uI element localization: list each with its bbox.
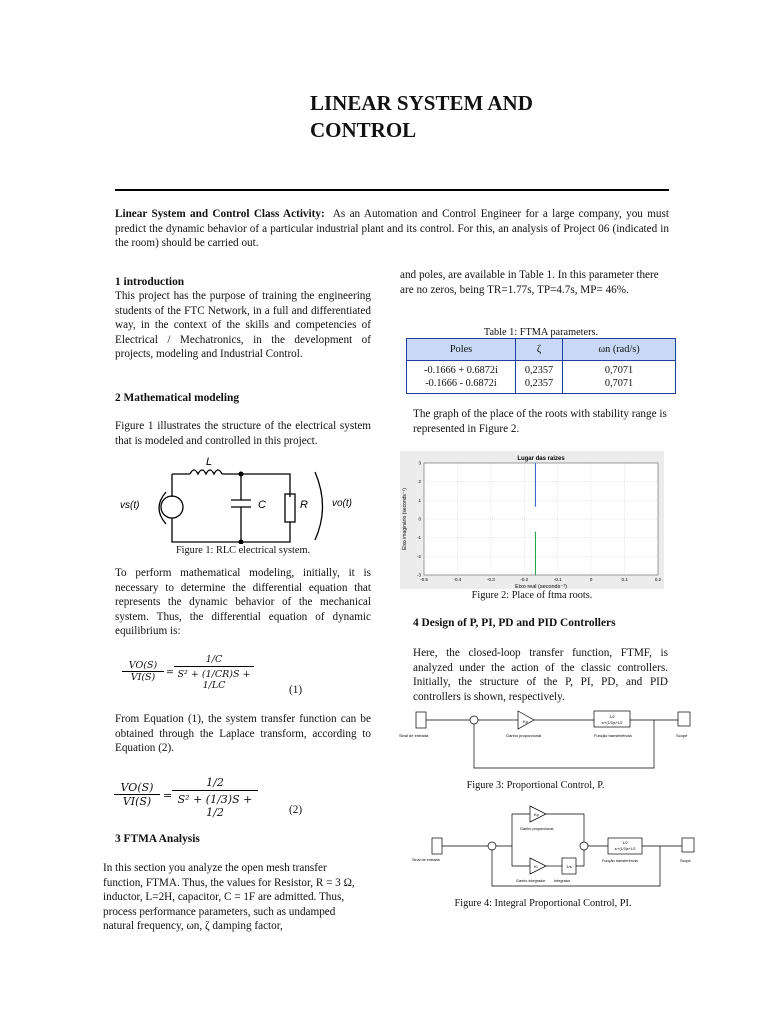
x-tick-label: -0.5 [420, 577, 428, 582]
title-line-1: LINEAR SYSTEM AND [310, 91, 533, 115]
fig3-source-label: Sinal de entrada [399, 733, 429, 738]
table-header-omega: ωn (rad/s) [563, 339, 676, 361]
resistor [285, 494, 295, 522]
eq2-den: S² + (1/3)S + 1/2 [177, 793, 253, 819]
equation-1-label: (1) [289, 684, 303, 696]
section-1-heading: 1 introduction [115, 276, 185, 288]
table-cell: -0.1666 + 0.6872i [407, 361, 516, 378]
x-tick-label: -0.2 [520, 577, 529, 582]
fig4-tf-num: 1/2 [622, 840, 628, 845]
section-1-text: This project has the purpose of training the engineering students of the FTC Network, in a full and differentiated way, in the context of the skills and competencies of Electrical / Mechatronics, in the development of projects, modeling and Industrial Control. [115, 290, 371, 360]
x-tick-label: -0.3 [486, 577, 495, 582]
y-tick-label: 2 [418, 479, 421, 485]
pi-control-diagram [412, 800, 702, 892]
x-tick-label: -0.1 [553, 577, 562, 582]
table-header-zeta: ζ [516, 339, 563, 361]
x-tick-label: 0.1 [621, 577, 628, 582]
y-tick-label: -2 [416, 553, 421, 559]
table-cell: -0.1666 - 0.6872i [407, 377, 516, 394]
chart-xlabel: Eixo real (seconds⁻¹) [515, 584, 567, 589]
fig4-scope-label: Scope [680, 859, 691, 863]
y-tick-label: 3 [418, 460, 421, 466]
fig3-tf-label: Função transferência [594, 733, 632, 738]
rlc-circuit-figure [110, 452, 375, 544]
label-vs: vs(t) [120, 500, 140, 511]
section-3-text: In this section you analyze the open mesh transfer function, FTMA. Thus, the values for Resistor, R = 3 Ω, inductor, L=2H, capacitor, C = 1F are admitted. Thus, process performance parameters, such as undamped natural frequency, ωn, ζ damping factor, [103, 862, 355, 932]
x-tick-label: 0 [589, 577, 593, 582]
fig3-gain-label: Ganho proporcional [506, 733, 542, 738]
table-1-caption: Table 1: FTMA parameters. [483, 327, 599, 338]
fig3-scope-label: Scope [676, 733, 688, 738]
scope-block [682, 838, 694, 852]
sum-block [470, 716, 478, 724]
section-2-text-3: From Equation (1), the system transfer function can be obtained through the Laplace transform, according to Equation (2). [115, 713, 371, 754]
section-2-text-2: To perform mathematical modeling, initially, it is necessary to determine the differential equation that represents the dynamic behavior of the mechanical system. Thus, the differential equation of dynamic equilibrium is: [115, 567, 371, 637]
voltage-source [161, 496, 183, 518]
chart-ylabel: Eixo imaginário (seconds⁻¹) [402, 488, 408, 550]
sum-block-2 [580, 842, 588, 850]
table-row [407, 377, 676, 394]
eq1-num: 1/C [174, 654, 254, 667]
chart-title: Lugar das raizes [517, 456, 565, 462]
y-tick-label: -3 [416, 572, 421, 578]
pole-marker: × [534, 503, 537, 509]
table-cell: 0,2357 [516, 377, 563, 394]
table-row [407, 361, 676, 378]
root-locus-chart [400, 451, 664, 589]
p-control-diagram [398, 706, 698, 774]
y-tick-label: 0 [418, 516, 421, 522]
eq1-lhs-den: VI(S) [130, 672, 156, 683]
equation-2-label: (2) [289, 804, 303, 816]
label-L: L [206, 456, 213, 468]
x-tick-label: -0.4 [453, 577, 462, 582]
fig3-tf-den: s²+(1/3)s+1/2 [601, 721, 623, 725]
ki-block [530, 858, 546, 874]
eq2-lhs-den: VI(S) [122, 795, 152, 808]
intro-bold: Linear System and Control Class Activity: [115, 208, 325, 220]
fig4-ki: Ki [534, 864, 538, 869]
figure-3-caption: Figure 3: Proportional Control, P. [466, 780, 605, 791]
x-tick-label: 0.2 [654, 577, 662, 582]
fig4-tf-label: Função transferência [602, 859, 638, 863]
source-block [416, 712, 426, 728]
fig4-source-label: Sinal de entrada [412, 858, 440, 862]
label-R: R [300, 499, 308, 511]
fig4-kp: Kp [534, 812, 539, 817]
source-block [432, 838, 442, 854]
label-vo: vo(t) [332, 498, 352, 509]
table-cell: 0,7071 [563, 361, 676, 378]
fig4-ki-label: Ganho integrador [516, 879, 546, 883]
section-3-heading: 3 FTMA Analysis [115, 833, 200, 845]
figure-1-caption: Figure 1: RLC electrical system. [175, 545, 311, 556]
table-cell: 0,7071 [563, 377, 676, 394]
title-line-2: CONTROL [310, 118, 417, 142]
fig3-tf-num: 1/2 [609, 714, 615, 719]
intro-paragraph [115, 207, 669, 251]
page-title [310, 90, 533, 144]
fig4-int: 1/s [566, 864, 572, 869]
table-header-poles: Poles [407, 339, 516, 361]
table-cell: 0,2357 [516, 361, 563, 378]
sum-block-1 [488, 842, 496, 850]
section-2-heading: 2 Mathematical modeling [115, 392, 240, 404]
y-tick-label: 1 [418, 497, 421, 503]
fig4-int-label: Integrator [554, 879, 571, 883]
figure-4-caption: Figure 4: Integral Proportional Control, PI. [454, 898, 632, 909]
pole-marker: × [534, 529, 537, 535]
label-C: C [258, 499, 266, 511]
section-4-heading: 4 Design of P, PI, PD and PID Controllers [413, 617, 616, 629]
right-paragraph-2: The graph of the place of the roots with stability range is represented in Figure 2. [413, 408, 667, 435]
title-divider [115, 189, 669, 191]
ftma-table [406, 338, 676, 394]
eq2-num: 1/2 [172, 776, 258, 791]
fig4-kp-label: Ganho proporcional [520, 827, 554, 831]
figure-2-caption: Figure 2: Place of ftma roots. [471, 590, 593, 601]
eq2-lhs-num: VO(S) [114, 781, 160, 795]
fig3-gain: Kp [523, 719, 528, 724]
eq1-lhs-num: VO(S) [122, 660, 164, 672]
y-tick-label: -1 [416, 535, 421, 541]
section-4-text: Here, the closed-loop transfer function, FTMF, is analyzed under the action of the classic controllers. Initially, the structure of the P, PI, PD, and PID controllers is shown, respectively. [413, 647, 668, 703]
right-paragraph-1: and poles, are available in Table 1. In this parameter there are no zeros, being TR=1.77s, TP=4.7s, MP= 46%. [400, 269, 659, 296]
scope-block [678, 712, 690, 726]
eq1-den: S² + (1/CR)S + 1/LC [177, 669, 251, 691]
intro-text: As an Automation and Control Engineer for a large company, you must predict the dynamic behavior of a particular industrial plant and its control. For this, an analysis of Project 06 (indicated in the room) should be carried out. [115, 208, 669, 249]
section-2-text: Figure 1 illustrates the structure of the electrical system that is modeled and controlled in this project. [115, 420, 371, 447]
fig4-tf-den: s²+(1/3)s+1/2 [614, 847, 636, 851]
